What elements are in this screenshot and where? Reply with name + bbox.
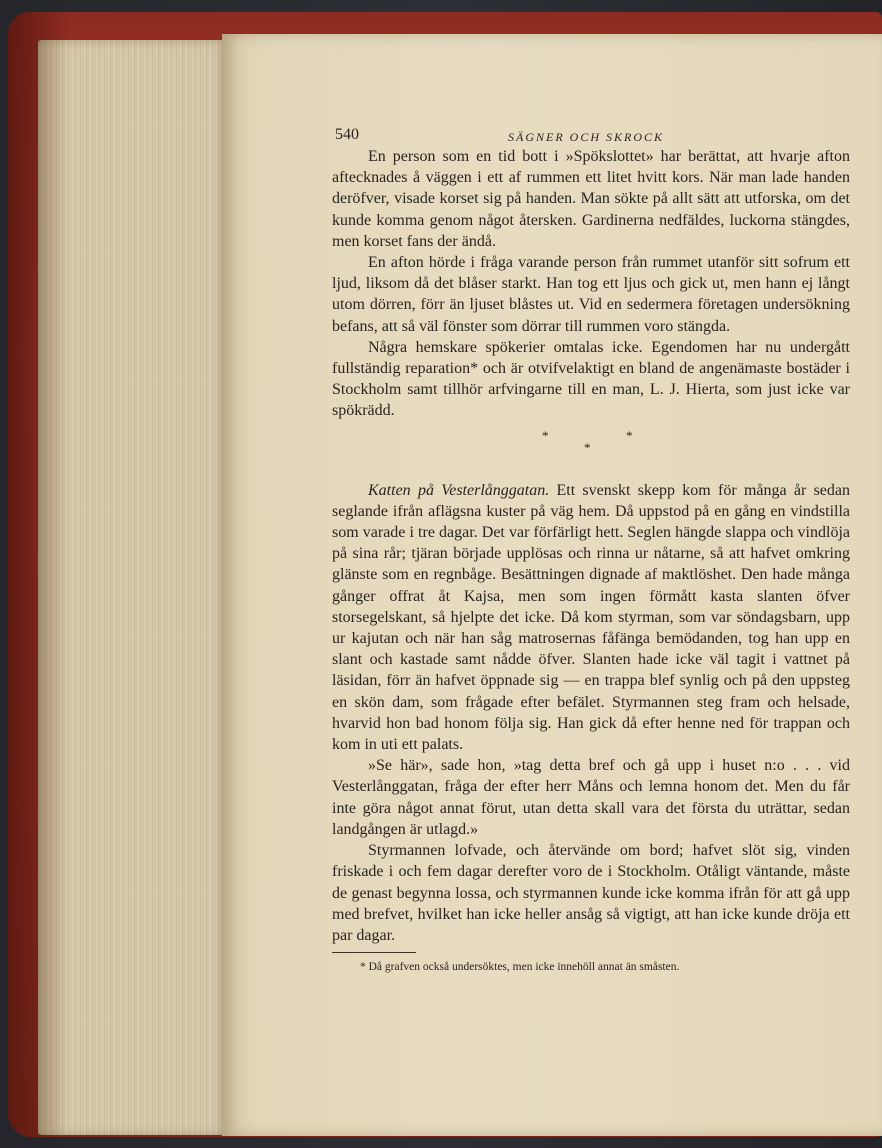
paragraph: Några hemskare spökerier omtalas icke. Egendomen har nu undergått fullständig reparation* och är otvifvelaktigt en bland de angenämaste bostäder i Stockholm samt tillhör arfvingarne till en man, L. J. Hierta, som just icke var spökrädd. (332, 338, 850, 420)
paragraph: En person som en tid bott i »Spökslottet» har berättat, att hvarje afton aftecknades å väggen i ett af rummen ett litet hvitt kors. När man lade handen deröfver, visade korset sig på handen. Man sökte på allt sätt att utforska, om det kunde komma genom något återsken. Gardinerna nedfäldes, luckorna stängdes, men korset fans der ändå. (332, 148, 850, 250)
paragraph: En afton hörde i fråga varande person från rummet utanför sitt sofrum ett ljud, liksom då det blåser starkt. Han tog ett ljus och gick ut, men hann ej långt utom dörren, förr än ljuset blåstes ut. Vid en sedermera företagen undersökning befans, att så väl fönster som dörrar till rummen voro stängda. (332, 254, 850, 335)
main-text (332, 146, 850, 422)
footnote-divider (332, 952, 416, 953)
page-edges-shadow (38, 40, 68, 1135)
footnote: * Då grafven också undersöktes, men icke innehöll annat än småsten. (360, 961, 680, 974)
page-content (332, 120, 850, 975)
paragraph: »Se här», sade hon, »tag detta bref och gå upp i huset n:o . . . vid Vesterlånggatan, fråga der efter herr Måns och lemna honom det. Men du får inte göra något annat förut, utan detta skall vara det första du uträttar, sedan landgången är utlagd.» (332, 757, 850, 838)
story-first-paragraph (332, 480, 850, 756)
asterisk-ornament: * (584, 439, 591, 455)
asterisk-ornament: * (626, 427, 633, 443)
page-header (332, 120, 850, 146)
paragraph: Styrmannen lofvade, och återvände om bord; hafvet slöt sig, vinden friskade i och fem dagar derefter voro de i Stockholm. Otåligt väntande, måste de genast begynna lossa, och styrmannen kunde icke komma ifrån för att gå upp med brefvet, hvilket han icke heller ansåg så vigtigt, att han icke kunde dröja ett par dagar. (332, 842, 850, 944)
story-text (332, 480, 850, 946)
section-ornament (332, 422, 850, 480)
story-first-paragraph-text: Ett svenskt skepp kom för många år sedan seglande ifrån aflägsna kuster på väg hem. Då uppstod på en gång en vindstilla som varade i tre dagar. Det var förfärligt hett. Seglen hängde slappa och vindlöja på sina rår; tjäran började upplösas och rinna ur nåtarne, så att hafvet omkring glänste som en regnbåge. Besättningen dignade af maktlöshet. Den hade många gånger offrat åt Kajsa, men som ingen förmått kasta slanten öfver storsegelskant, så hjelpte det icke. Då kom styrman, som var söndagsbarn, upp ur kajutan och när han såg matrosernas fåfänga bemödanden, tog han upp en slant och kastade samt nådde öfver. Slanten hade icke väl tagit i vattnet på läsidan, förr än hafvet öppnade sig — en trappa blef synlig och på den uppsteg en skön dam, som frågade efter befälet. Styrmannen steg fram och helsade, hvarvid hon bad honom följa sig. Han gick då efter henne ned för trappan och kom in uti ett palats. (332, 481, 850, 754)
story-title: Katten på Vesterlånggatan. (368, 481, 550, 499)
page-number: 540 (335, 126, 359, 143)
running-title: SÄGNER OCH SKROCK (508, 130, 665, 144)
asterisk-ornament: * (542, 427, 549, 443)
